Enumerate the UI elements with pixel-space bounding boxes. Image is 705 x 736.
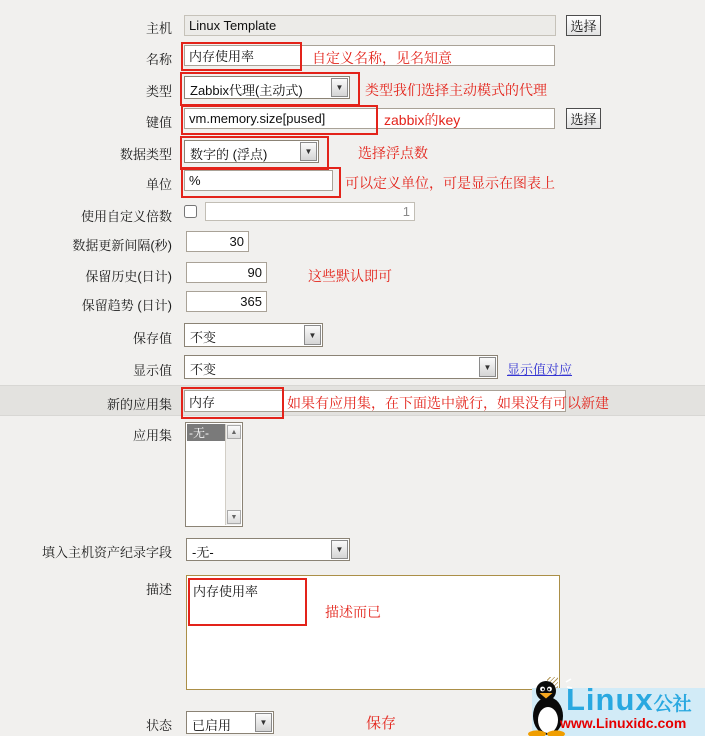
linuxidc-logo bbox=[532, 682, 705, 736]
status-annotation: 保存 bbox=[366, 715, 397, 732]
multiplier-label: 使用自定义倍数 bbox=[80, 209, 172, 224]
data-type-label: 数据类型 bbox=[119, 147, 172, 162]
description-highlight-box bbox=[188, 578, 307, 626]
logo-title-en: Linux bbox=[566, 682, 654, 717]
chevron-down-icon[interactable] bbox=[331, 540, 348, 559]
host-select-button[interactable]: 选择 bbox=[566, 15, 601, 36]
host-input[interactable] bbox=[184, 15, 556, 36]
type-label: 类型 bbox=[145, 84, 172, 99]
store-value-select-value: 不变 bbox=[190, 330, 217, 345]
key-input[interactable] bbox=[184, 108, 555, 129]
dropdown-arrow-glyph: ▼ bbox=[483, 362, 492, 372]
description-textarea[interactable] bbox=[186, 575, 560, 690]
status-select-value: 已启用 bbox=[192, 718, 232, 733]
multiplier-checkbox[interactable] bbox=[184, 205, 197, 218]
description-annotation: 描述而已 bbox=[325, 604, 381, 620]
chevron-down-icon[interactable] bbox=[255, 713, 272, 732]
listbox-scrollbar[interactable] bbox=[225, 424, 241, 525]
inventory-field-select-value: -无- bbox=[192, 545, 214, 560]
history-input[interactable] bbox=[186, 262, 267, 283]
dropdown-arrow-glyph: ▼ bbox=[259, 718, 268, 727]
scroll-down-icon[interactable] bbox=[227, 510, 241, 524]
type-select[interactable] bbox=[184, 76, 350, 99]
chevron-down-icon[interactable] bbox=[304, 325, 321, 345]
data-type-select-value: 数字的 (浮点) bbox=[190, 147, 268, 162]
value-mapping-link[interactable]: 显示值对应 bbox=[507, 362, 573, 377]
status-label: 状态 bbox=[145, 718, 172, 733]
description-label: 描述 bbox=[145, 582, 172, 597]
data-type-annotation: 选择浮点数 bbox=[358, 145, 428, 161]
show-value-select-value: 不变 bbox=[190, 362, 217, 377]
type-annotation: 类型我们选择主动模式的代理 bbox=[365, 82, 547, 98]
scroll-down-glyph: ▼ bbox=[230, 513, 238, 521]
history-annotation: 这些默认即可 bbox=[308, 268, 392, 284]
dropdown-arrow-glyph: ▼ bbox=[335, 545, 344, 554]
units-input[interactable] bbox=[184, 170, 333, 191]
key-label: 键值 bbox=[145, 115, 172, 130]
chevron-down-icon[interactable] bbox=[331, 78, 348, 97]
interval-label: 数据更新间隔(秒) bbox=[72, 238, 172, 253]
logo-title bbox=[566, 682, 692, 718]
logo-title-cn: 公社 bbox=[653, 694, 692, 715]
type-select-value: Zabbix代理(主动式) bbox=[190, 83, 303, 98]
status-select[interactable] bbox=[186, 711, 274, 734]
name-label: 名称 bbox=[145, 52, 172, 67]
trends-input[interactable] bbox=[186, 291, 267, 312]
show-value-select[interactable] bbox=[184, 355, 498, 379]
units-label: 单位 bbox=[145, 177, 172, 192]
units-annotation: 可以定义单位，可是显示在图表上 bbox=[345, 175, 555, 191]
key-select-button[interactable]: 选择 bbox=[566, 108, 601, 129]
trends-label: 保留趋势 (日计) bbox=[81, 298, 172, 313]
new-application-annotation: 如果有应用集，在下面选中就行，如果没有可以新建 bbox=[287, 395, 609, 411]
scroll-up-icon[interactable] bbox=[227, 425, 241, 439]
chevron-down-icon[interactable] bbox=[479, 357, 496, 377]
applications-option-none[interactable]: -无- bbox=[187, 424, 229, 441]
description-text: 内存使用率 bbox=[193, 584, 259, 599]
name-annotation: 自定义名称，见名知意 bbox=[312, 50, 452, 66]
history-label: 保留历史(日计) bbox=[85, 269, 172, 284]
store-value-select[interactable] bbox=[184, 323, 323, 347]
host-label: 主机 bbox=[145, 21, 172, 36]
multiplier-input[interactable] bbox=[205, 202, 415, 221]
show-value-label: 显示值 bbox=[132, 363, 172, 378]
key-annotation: zabbix的key bbox=[384, 112, 461, 128]
dropdown-arrow-glyph: ▼ bbox=[308, 330, 317, 340]
dropdown-arrow-glyph: ▼ bbox=[304, 147, 313, 156]
dropdown-arrow-glyph: ▼ bbox=[335, 83, 344, 92]
scroll-up-glyph: ▲ bbox=[230, 428, 238, 436]
interval-input[interactable] bbox=[186, 231, 249, 252]
new-application-label: 新的应用集 bbox=[106, 397, 172, 412]
applications-listbox[interactable] bbox=[185, 422, 243, 527]
logo-url: www.Linuxidc.com bbox=[560, 715, 687, 731]
data-type-select[interactable] bbox=[184, 140, 319, 163]
store-value-label: 保存值 bbox=[132, 331, 172, 346]
inventory-field-label: 填入主机资产纪录字段 bbox=[41, 545, 172, 560]
inventory-field-select[interactable] bbox=[186, 538, 350, 561]
chevron-down-icon[interactable] bbox=[300, 142, 317, 161]
applications-label: 应用集 bbox=[132, 428, 172, 443]
